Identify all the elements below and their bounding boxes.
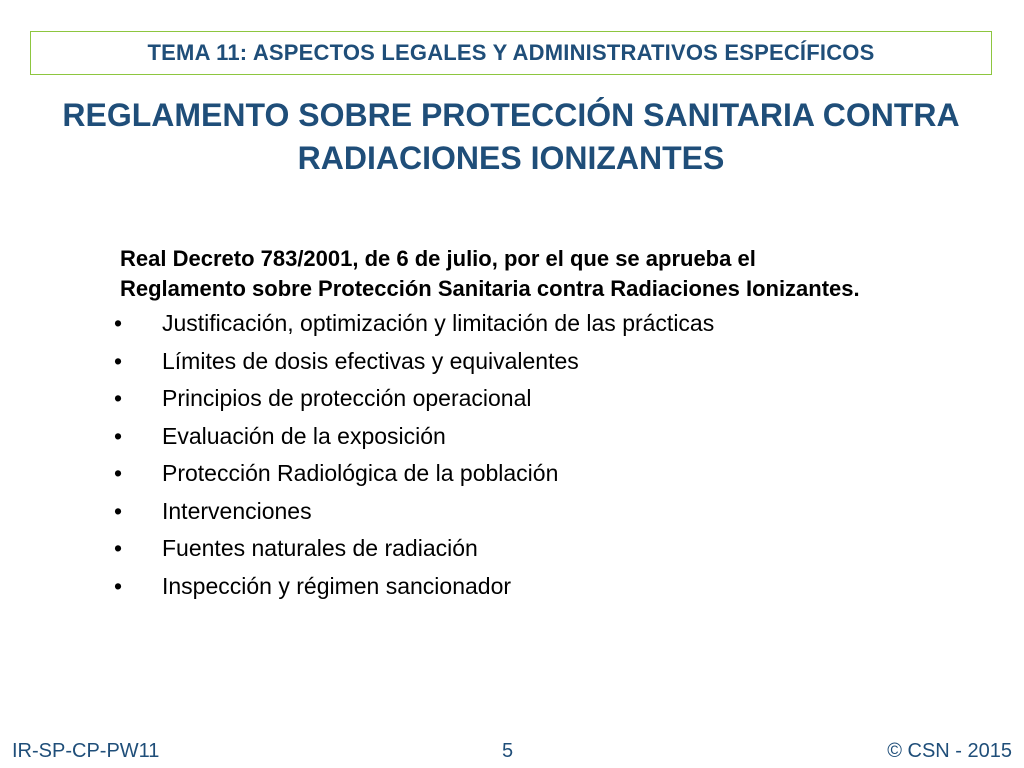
bullet-icon: • (114, 310, 123, 336)
bullet-text: Intervenciones (162, 497, 312, 524)
bullet-icon: • (114, 422, 123, 449)
slide-title-line-1: REGLAMENTO SOBRE PROTECCIÓN SANITARIA CONTRA (62, 97, 960, 133)
bullet-item (110, 573, 714, 611)
bullet-text: Protección Radiológica de la población (162, 460, 559, 486)
bullet-item (110, 498, 714, 536)
footer-document-code: IR-SP-CP-PW11 (12, 740, 160, 762)
topic-header-box (30, 31, 992, 75)
bullet-text: Justificación, optimización y limitación de las prácticas (162, 310, 715, 336)
intro-line-2: Reglamento sobre Protección Sanitaria contra Radiaciones Ionizantes. (120, 276, 860, 301)
bullet-icon: • (114, 347, 123, 374)
bullet-item (110, 423, 714, 461)
bullet-icon: • (114, 497, 123, 524)
intro-paragraph (120, 244, 980, 304)
bullet-text: Principios de protección operacional (162, 385, 532, 411)
bullet-text: Inspección y régimen sancionador (162, 572, 512, 599)
footer-copyright: © CSN - 2015 (887, 740, 1012, 762)
bullet-text: Fuentes naturales de radiación (162, 535, 478, 561)
intro-line-1: Real Decreto 783/2001, de 6 de julio, por el que se aprueba el (120, 246, 756, 271)
bullet-item (110, 535, 714, 573)
bullet-text: Evaluación de la exposición (162, 422, 446, 449)
topic-header: TEMA 11: ASPECTOS LEGALES Y ADMINISTRATIVOS ESPECÍFICOS (147, 40, 875, 65)
bullet-icon: • (114, 535, 123, 561)
bullet-item (110, 460, 714, 498)
bullet-list (110, 310, 714, 610)
bullet-item (110, 385, 714, 423)
footer-page-number: 5 (502, 740, 514, 762)
slide-title (30, 94, 992, 180)
bullet-item (110, 348, 714, 386)
slide-title-line-2: RADIACIONES IONIZANTES (297, 140, 725, 176)
bullet-icon: • (114, 460, 123, 486)
bullet-icon: • (114, 385, 123, 411)
bullet-text: Límites de dosis efectivas y equivalentes (162, 347, 579, 374)
bullet-item (110, 310, 714, 348)
bullet-icon: • (114, 572, 123, 599)
